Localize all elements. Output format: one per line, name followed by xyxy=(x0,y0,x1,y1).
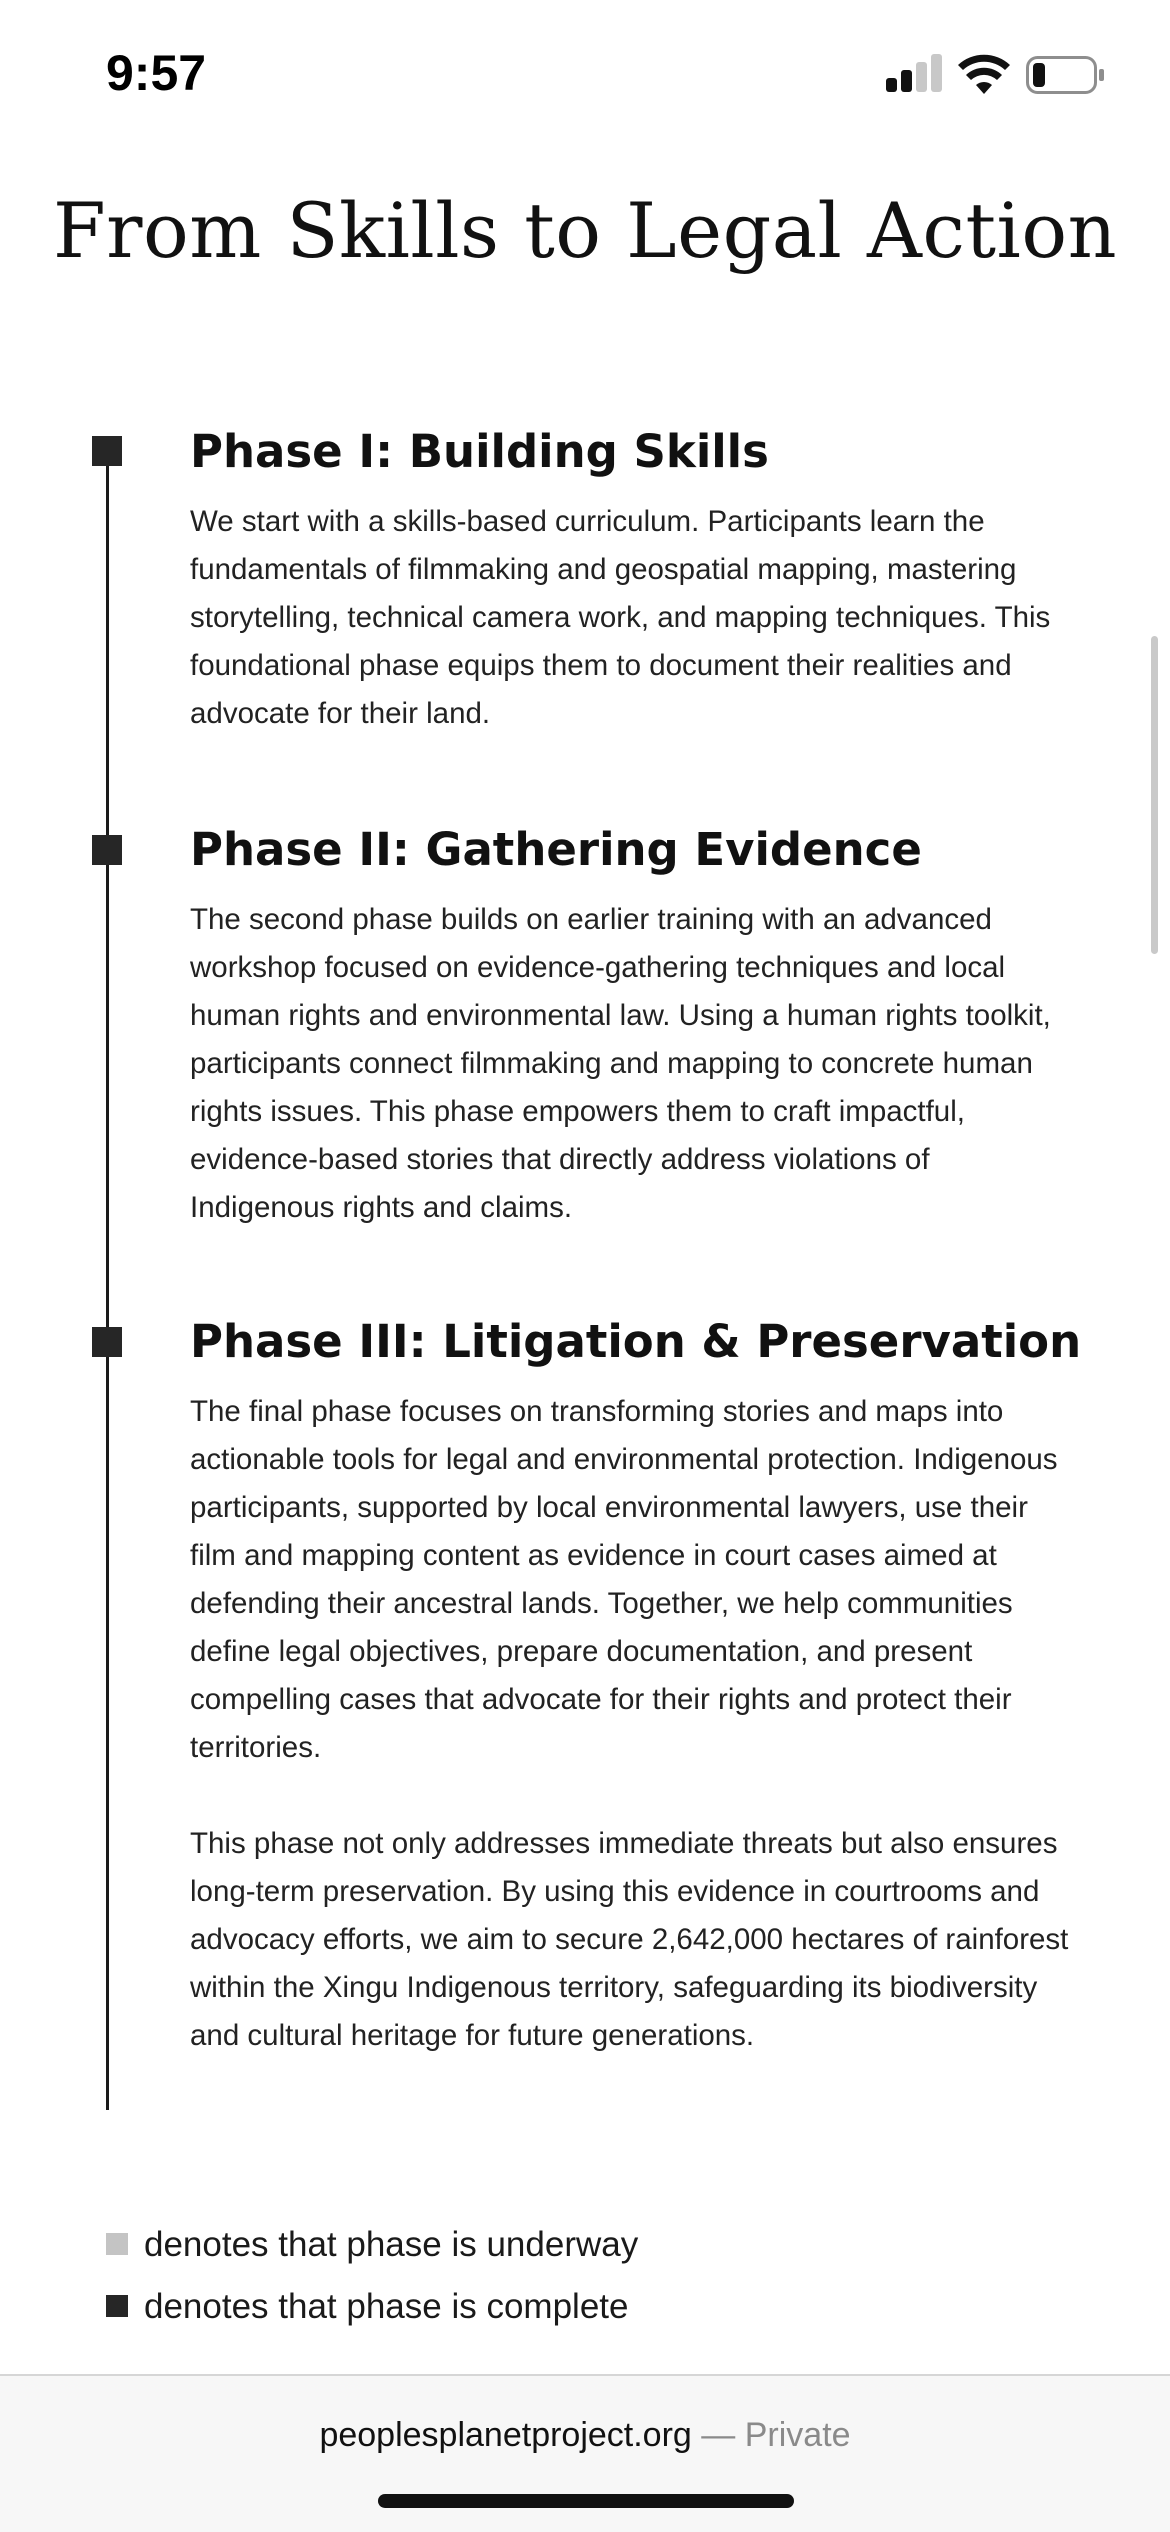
url-privacy-label: — Private xyxy=(701,2416,851,2454)
phase-2-text: The second phase builds on earlier training with an advanced workshop focused on evidence-gathering techniques and local human rights and environmental law. Using a human rights toolkit, participants connect filmmaking and mapping to concrete human rights issues. This phase empowers them to craft impactful, evidence-based stories that directly address violations of Indigenous rights and claims. xyxy=(190,903,1051,1224)
phase-1-title: Phase I: Building Skills xyxy=(190,425,769,478)
phase-1-marker xyxy=(92,436,122,466)
battery-icon xyxy=(1026,56,1106,94)
phase-2-title: Phase II: Gathering Evidence xyxy=(190,823,922,876)
status-icons xyxy=(886,54,1116,96)
legend-underway-label: denotes that phase is underway xyxy=(144,2225,639,2264)
scrollbar-thumb[interactable] xyxy=(1151,636,1158,954)
status-bar xyxy=(0,0,1170,150)
browser-url-bar[interactable] xyxy=(0,2374,1170,2532)
url-domain: peoplesplanetproject.org xyxy=(319,2416,692,2454)
status-time: 9:57 xyxy=(106,45,207,101)
wifi-icon xyxy=(958,54,1010,96)
complete-swatch-icon xyxy=(106,2295,128,2317)
phase-2-marker xyxy=(92,835,122,865)
underway-swatch-icon xyxy=(106,2233,128,2255)
phase-3-title: Phase III: Litigation & Preservation xyxy=(190,1315,1082,1368)
legend-underway xyxy=(106,2222,906,2272)
home-indicator[interactable] xyxy=(378,2494,794,2508)
page-title: From Skills to Legal Action xyxy=(52,186,1118,275)
url-display[interactable] xyxy=(0,2416,1170,2455)
signal-icon xyxy=(886,54,944,96)
phase-3-text: The final phase focuses on transforming stories and maps into actionable tools for legal and environmental protection. Indigenous participants, supported by local environmental lawyers, use their film and mapping content as evidence in court cases aimed at defending their ancestral lands. Together, we help communities define legal objectives, prepare documentation, and present compelling cases that advocate for their rights and protect their territories. xyxy=(190,1395,1058,1764)
phase-3-marker xyxy=(92,1327,122,1357)
phase-3-text-continued: This phase not only addresses immediate threats but also ensures long-term preservation. By using this evidence in courtrooms and advocacy efforts, we aim to secure 2,642,000 hectares of rainforest within the Xingu Indigenous territory, safeguarding its biodiversity and cultural heritage for future generations. xyxy=(190,1827,1069,2052)
legend-complete xyxy=(106,2284,906,2334)
phase-1-text: We start with a skills-based curriculum. Participants learn the fundamentals of filmmaking and geospatial mapping, mastering storytelling, technical camera work, and mapping techniques. This foundational phase equips them to document their realities and advocate for their land. xyxy=(190,505,1051,730)
timeline-line xyxy=(106,438,109,2110)
legend-complete-label: denotes that phase is complete xyxy=(144,2287,629,2326)
